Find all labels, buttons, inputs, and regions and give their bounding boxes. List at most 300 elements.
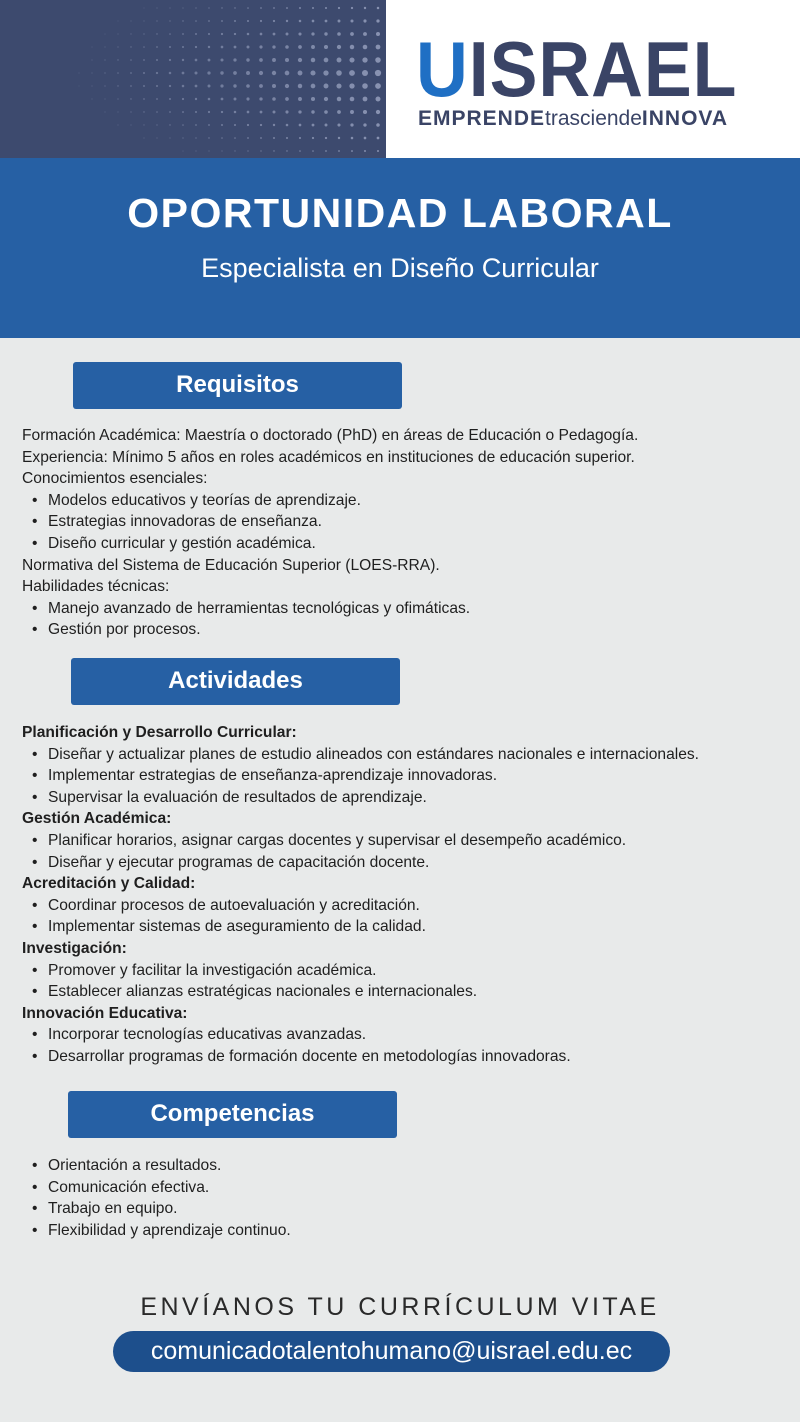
- decorative-dot: [349, 57, 354, 62]
- tagline-emprende: EMPRENDE: [418, 107, 546, 130]
- decorative-dot: [234, 98, 237, 101]
- decorative-dot: [156, 111, 158, 113]
- requisitos-heading: Requisitos: [73, 362, 402, 409]
- decorative-dot: [208, 7, 209, 8]
- decorative-dot: [324, 45, 328, 49]
- decorative-dot: [157, 8, 158, 9]
- decorative-dot: [195, 46, 197, 48]
- header-band: [0, 0, 800, 158]
- decorative-dot: [208, 124, 210, 126]
- list-item: • Planificar horarios, asignar cargas docentes y supervisar el desempeño académico.: [22, 830, 782, 852]
- decorative-dot: [143, 46, 145, 48]
- list-item: • Diseñar y ejecutar programas de capacitación docente.: [22, 852, 782, 874]
- decorative-dot: [104, 98, 105, 99]
- decorative-dot: [130, 124, 131, 125]
- decorative-dot: [182, 124, 184, 126]
- decorative-dot: [375, 57, 381, 63]
- decorative-dot: [221, 111, 223, 113]
- competencias-list: [22, 1155, 782, 1241]
- decorative-dot: [376, 32, 380, 36]
- decorative-dot: [362, 70, 368, 76]
- decorative-dot: [351, 150, 353, 152]
- decorative-dot: [208, 85, 211, 88]
- decorative-dot: [208, 137, 209, 138]
- decorative-dot: [285, 84, 289, 88]
- decorative-dot: [221, 33, 223, 35]
- decorative-dot: [298, 45, 302, 49]
- decorative-dot: [338, 150, 340, 152]
- decorative-dot: [338, 137, 340, 139]
- decorative-dot: [298, 32, 301, 35]
- decorative-dot: [195, 20, 197, 22]
- decorative-dot: [117, 98, 118, 99]
- decorative-dot: [311, 110, 314, 113]
- list-item: • Estrategias innovadoras de enseñanza.: [22, 511, 782, 533]
- decorative-dot: [117, 46, 118, 47]
- conocimientos-label: Conocimientos esenciales:: [22, 470, 208, 488]
- decorative-dot: [260, 150, 261, 151]
- decorative-dot: [220, 71, 223, 74]
- decorative-dot: [156, 46, 158, 48]
- decorative-dot: [325, 150, 327, 152]
- activity-list: [22, 895, 782, 938]
- decorative-dot: [170, 8, 171, 9]
- decorative-dot: [377, 137, 380, 140]
- decorative-dot: [323, 70, 328, 75]
- decorative-dot: [259, 45, 262, 48]
- decorative-dot: [92, 60, 93, 61]
- decorative-dot: [169, 124, 170, 125]
- logo-accent-letter: U: [416, 25, 469, 113]
- decorative-dot: [273, 7, 275, 9]
- decorative-dot: [196, 151, 197, 152]
- decorative-dot: [376, 110, 380, 114]
- habilidades-label: Habilidades técnicas:: [22, 578, 170, 596]
- decorative-dot: [208, 33, 210, 35]
- decorative-dot: [362, 83, 368, 89]
- decorative-dot: [311, 32, 314, 35]
- decorative-dot: [272, 84, 276, 88]
- decorative-dot: [130, 85, 132, 87]
- requisitos-section: [22, 425, 782, 641]
- decorative-dot: [259, 97, 262, 100]
- decorative-dot: [143, 111, 144, 112]
- decorative-dot: [233, 71, 237, 75]
- decorative-dot: [351, 7, 353, 9]
- decorative-dot: [336, 70, 342, 76]
- decorative-dot: [272, 71, 276, 75]
- activity-list: [22, 830, 782, 873]
- decorative-dot: [104, 59, 105, 60]
- decorative-dot: [79, 86, 80, 87]
- decorative-dot: [182, 59, 184, 61]
- decorative-dot: [182, 7, 183, 8]
- decorative-dot: [311, 84, 316, 89]
- activity-list: [22, 1024, 782, 1067]
- decorative-dot: [118, 21, 119, 22]
- decorative-dot: [259, 84, 263, 88]
- decorative-dot: [182, 85, 185, 88]
- decorative-dot: [273, 20, 275, 22]
- job-title: Especialista en Diseño Curricular: [201, 253, 599, 283]
- decorative-dot: [336, 83, 341, 88]
- decorative-dot: [156, 72, 158, 74]
- decorative-dot: [233, 84, 236, 87]
- decorative-dot: [351, 137, 354, 140]
- tagline-innova: INNOVA: [641, 107, 729, 130]
- decorative-dot: [260, 33, 263, 36]
- decorative-dot: [375, 83, 381, 89]
- activity-group-title: Investigación:: [22, 939, 127, 957]
- decorative-dot: [246, 71, 250, 75]
- decorative-dot: [350, 19, 353, 22]
- decorative-dot: [91, 85, 92, 86]
- decorative-dot: [208, 20, 210, 22]
- decorative-dot: [324, 84, 329, 89]
- decorative-dot: [246, 97, 249, 100]
- decorative-dot: [337, 45, 341, 49]
- decorative-dot: [208, 59, 211, 62]
- decorative-dot: [325, 137, 327, 139]
- decorative-dot: [363, 110, 367, 114]
- decorative-dot: [130, 59, 132, 61]
- decorative-dot: [311, 45, 315, 49]
- decorative-dot: [299, 124, 302, 127]
- decorative-dot: [312, 137, 314, 139]
- decorative-dot: [247, 150, 248, 151]
- decorative-dot: [105, 34, 106, 35]
- decorative-dot: [312, 124, 315, 127]
- decorative-dot: [169, 59, 171, 61]
- decorative-dot: [364, 137, 367, 140]
- decorative-dot: [298, 110, 301, 113]
- decorative-dot: [182, 46, 184, 48]
- decorative-dot: [299, 137, 301, 139]
- decorative-dot: [376, 97, 381, 102]
- decorative-dot: [234, 111, 237, 114]
- decorative-dot: [195, 33, 197, 35]
- activity-list: [22, 960, 782, 1003]
- decorative-dot: [363, 32, 367, 36]
- decorative-dot: [350, 32, 354, 36]
- decorative-dot: [247, 124, 249, 126]
- decorative-dot: [350, 123, 353, 126]
- decorative-dot: [273, 111, 276, 114]
- decorative-dot: [234, 20, 236, 22]
- decorative-dot: [156, 85, 158, 87]
- decorative-dot: [247, 46, 250, 49]
- page-title: OPORTUNIDAD LABORAL: [127, 190, 673, 236]
- decorative-dot: [299, 150, 301, 152]
- decorative-dot: [376, 123, 380, 127]
- decorative-dot: [247, 7, 249, 9]
- cta-text: ENVÍANOS TU CURRÍCULUM VITAE: [140, 1293, 660, 1321]
- decorative-dot: [143, 20, 144, 21]
- habilidades-list: [22, 598, 782, 641]
- decorative-dot: [169, 98, 171, 100]
- decorative-dot: [117, 59, 118, 60]
- decorative-dot: [312, 7, 314, 9]
- decorative-dot: [260, 7, 262, 9]
- list-item: • Implementar estrategias de enseñanza-aprendizaje innovadoras.: [22, 765, 782, 787]
- decorative-dot: [337, 123, 340, 126]
- list-item: • Modelos educativos y teorías de aprendizaje.: [22, 490, 782, 512]
- activity-group-title: Acreditación y Calidad:: [22, 875, 196, 893]
- decorative-dot: [195, 111, 197, 113]
- decorative-dot: [221, 124, 223, 126]
- decorative-dot: [169, 33, 171, 35]
- decorative-dot: [350, 110, 354, 114]
- decorative-dot: [195, 72, 198, 75]
- decorative-dot: [143, 72, 145, 74]
- decorative-dot: [195, 124, 197, 126]
- requisito-normativa: Normativa del Sistema de Educación Superior (LOES-RRA).: [22, 556, 440, 574]
- decorative-dot: [104, 72, 105, 73]
- decorative-dot: [260, 111, 263, 114]
- actividades-heading: Actividades: [71, 658, 400, 705]
- decorative-dot: [350, 97, 355, 102]
- conocimientos-list: [22, 490, 782, 555]
- decorative-dot: [247, 111, 250, 114]
- decorative-dot: [169, 85, 171, 87]
- decorative-dot: [130, 33, 131, 34]
- decorative-dot: [169, 111, 171, 113]
- decorative-dot: [324, 58, 329, 63]
- decorative-dot: [221, 150, 222, 151]
- uisrael-logo: [416, 25, 738, 113]
- decorative-dot: [310, 70, 315, 75]
- decorative-dot: [220, 58, 223, 61]
- decorative-dot: [104, 85, 105, 86]
- decorative-dot: [312, 20, 315, 23]
- decorative-dot: [221, 46, 224, 49]
- decorative-dot: [182, 33, 184, 35]
- decorative-dot: [156, 98, 158, 100]
- decorative-dot: [273, 124, 275, 126]
- decorative-dot: [377, 150, 379, 152]
- decorative-dot: [195, 59, 198, 62]
- decorative-dot: [337, 110, 341, 114]
- activity-list: [22, 744, 782, 809]
- list-item: • Diseñar y actualizar planes de estudio alineados con estándares nacionales e internacionales.: [22, 744, 782, 766]
- decorative-dot-pattern: [0, 0, 386, 158]
- decorative-dot: [220, 84, 223, 87]
- contact-email[interactable]: comunicadotalentohumano@uisrael.edu.ec: [113, 1331, 670, 1372]
- decorative-dot: [272, 45, 275, 48]
- decorative-dot: [117, 72, 119, 74]
- decorative-dot: [377, 7, 380, 10]
- decorative-dot: [363, 19, 366, 22]
- decorative-dot: [144, 8, 145, 9]
- decorative-dot: [143, 59, 145, 61]
- decorative-dot: [169, 20, 170, 21]
- decorative-dot: [324, 32, 327, 35]
- decorative-dot: [286, 7, 288, 9]
- list-item: • Promover y facilitar la investigación académica.: [22, 960, 782, 982]
- decorative-dot: [143, 33, 144, 34]
- decorative-dot: [156, 33, 157, 34]
- decorative-dot: [234, 33, 236, 35]
- decorative-dot: [156, 20, 157, 21]
- decorative-dot: [195, 7, 196, 8]
- decorative-dot: [246, 84, 250, 88]
- requisito-experiencia: Experiencia: Mínimo 5 años en roles académicos en instituciones de educación superior.: [22, 448, 635, 466]
- requisito-formacion: Formación Académica: Maestría o doctorado (PhD) en áreas de Educación o Pedagogía.: [22, 427, 639, 444]
- list-item: • Desarrollar programas de formación docente en metodologías innovadoras.: [22, 1046, 782, 1068]
- decorative-dot: [234, 124, 236, 126]
- decorative-dot: [233, 58, 236, 61]
- decorative-dot: [130, 46, 131, 47]
- decorative-dot: [221, 98, 224, 101]
- decorative-dot: [169, 46, 171, 48]
- decorative-dot: [208, 46, 210, 48]
- decorative-dot: [208, 98, 211, 101]
- decorative-dot: [298, 71, 303, 76]
- decorative-dot: [183, 151, 184, 152]
- decorative-dot: [299, 7, 301, 9]
- decorative-dot: [273, 150, 274, 151]
- decorative-dot: [195, 85, 198, 88]
- decorative-dot: [234, 46, 237, 49]
- decorative-dot: [272, 58, 276, 62]
- decorative-dot: [298, 84, 302, 88]
- activity-group-title: Planificación y Desarrollo Curricular:: [22, 724, 297, 741]
- list-item: • Diseño curricular y gestión académica.: [22, 533, 782, 555]
- dot-pattern-graphic: [0, 0, 386, 158]
- decorative-dot: [363, 97, 368, 102]
- decorative-dot: [285, 58, 289, 62]
- decorative-dot: [79, 73, 80, 74]
- logo-tagline: [418, 107, 728, 131]
- competencias-section: [22, 1155, 782, 1241]
- decorative-dot: [130, 98, 131, 99]
- list-item: • Establecer alianzas estratégicas nacionales e internacionales.: [22, 981, 782, 1003]
- decorative-dot: [246, 58, 249, 61]
- decorative-dot: [272, 97, 276, 101]
- list-item: • Gestión por procesos.: [22, 619, 782, 641]
- decorative-dot: [247, 137, 249, 139]
- activity-group-title: Innovación Educativa:: [22, 1004, 188, 1022]
- title-banner: [0, 158, 800, 338]
- list-item: • Implementar sistemas de aseguramiento de la calidad.: [22, 916, 782, 938]
- decorative-dot: [195, 98, 197, 100]
- decorative-dot: [376, 19, 379, 22]
- decorative-dot: [350, 45, 354, 49]
- decorative-dot: [298, 58, 302, 62]
- list-item: • Coordinar procesos de autoevaluación y acreditación.: [22, 895, 782, 917]
- decorative-dot: [311, 58, 316, 63]
- logo-panel: [386, 0, 800, 158]
- decorative-dot: [285, 110, 288, 113]
- decorative-dot: [117, 111, 118, 112]
- decorative-dot: [117, 33, 118, 34]
- decorative-dot: [325, 20, 328, 23]
- decorative-dot: [260, 124, 262, 126]
- decorative-dot: [182, 98, 184, 100]
- decorative-dot: [285, 45, 289, 49]
- decorative-dot: [298, 97, 302, 101]
- decorative-dot: [260, 20, 262, 22]
- decorative-dot: [91, 72, 92, 73]
- list-item: • Comunicación efectiva.: [22, 1177, 782, 1199]
- decorative-dot: [324, 110, 328, 114]
- decorative-dot: [182, 137, 183, 138]
- decorative-dot: [285, 71, 290, 76]
- decorative-dot: [182, 72, 185, 75]
- decorative-dot: [312, 150, 314, 152]
- decorative-dot: [117, 85, 118, 86]
- decorative-dot: [143, 98, 145, 100]
- decorative-dot: [260, 137, 262, 139]
- decorative-dot: [337, 97, 341, 101]
- decorative-dot: [169, 72, 172, 75]
- decorative-dot: [364, 7, 366, 9]
- actividades-section: [22, 722, 782, 1068]
- decorative-dot: [208, 111, 210, 113]
- decorative-dot: [324, 97, 328, 101]
- decorative-dot: [247, 33, 250, 36]
- decorative-dot: [286, 137, 288, 139]
- decorative-dot: [221, 137, 223, 139]
- decorative-dot: [259, 71, 263, 75]
- decorative-dot: [234, 150, 235, 151]
- decorative-dot: [273, 137, 275, 139]
- list-item: • Incorporar tecnologías educativas avanzadas.: [22, 1024, 782, 1046]
- decorative-dot: [338, 20, 341, 23]
- decorative-dot: [234, 137, 236, 139]
- decorative-dot: [286, 20, 288, 22]
- decorative-dot: [130, 72, 132, 74]
- decorative-dot: [208, 150, 209, 151]
- decorative-dot: [349, 70, 355, 76]
- list-item: • Supervisar la evaluación de resultados de aprendizaje.: [22, 787, 782, 809]
- decorative-dot: [338, 7, 340, 9]
- decorative-dot: [182, 20, 183, 21]
- decorative-dot: [337, 32, 341, 36]
- decorative-dot: [286, 124, 289, 127]
- decorative-dot: [234, 7, 235, 8]
- decorative-dot: [363, 123, 366, 126]
- decorative-dot: [363, 45, 368, 50]
- activity-group-title: Gestión Académica:: [22, 810, 172, 828]
- list-item: • Flexibilidad y aprendizaje continuo.: [22, 1220, 782, 1242]
- decorative-dot: [285, 97, 289, 101]
- decorative-dot: [376, 45, 381, 50]
- competencias-heading: Competencias: [68, 1091, 397, 1138]
- decorative-dot: [195, 137, 196, 138]
- decorative-dot: [221, 20, 223, 22]
- decorative-dot: [259, 58, 263, 62]
- decorative-dot: [375, 70, 381, 76]
- decorative-dot: [92, 47, 93, 48]
- decorative-dot: [325, 7, 327, 9]
- decorative-dot: [273, 33, 276, 36]
- decorative-dot: [143, 85, 145, 87]
- decorative-dot: [349, 83, 354, 88]
- decorative-dot: [143, 124, 144, 125]
- decorative-dot: [105, 112, 106, 113]
- decorative-dot: [156, 59, 158, 61]
- decorative-dot: [364, 150, 366, 152]
- logo-text: ISRAEL: [468, 25, 738, 113]
- decorative-dot: [311, 97, 315, 101]
- decorative-dot: [182, 111, 184, 113]
- decorative-dot: [104, 46, 105, 47]
- decorative-dot: [362, 57, 367, 62]
- decorative-dot: [337, 58, 342, 63]
- decorative-dot: [299, 20, 302, 23]
- decorative-dot: [118, 125, 119, 126]
